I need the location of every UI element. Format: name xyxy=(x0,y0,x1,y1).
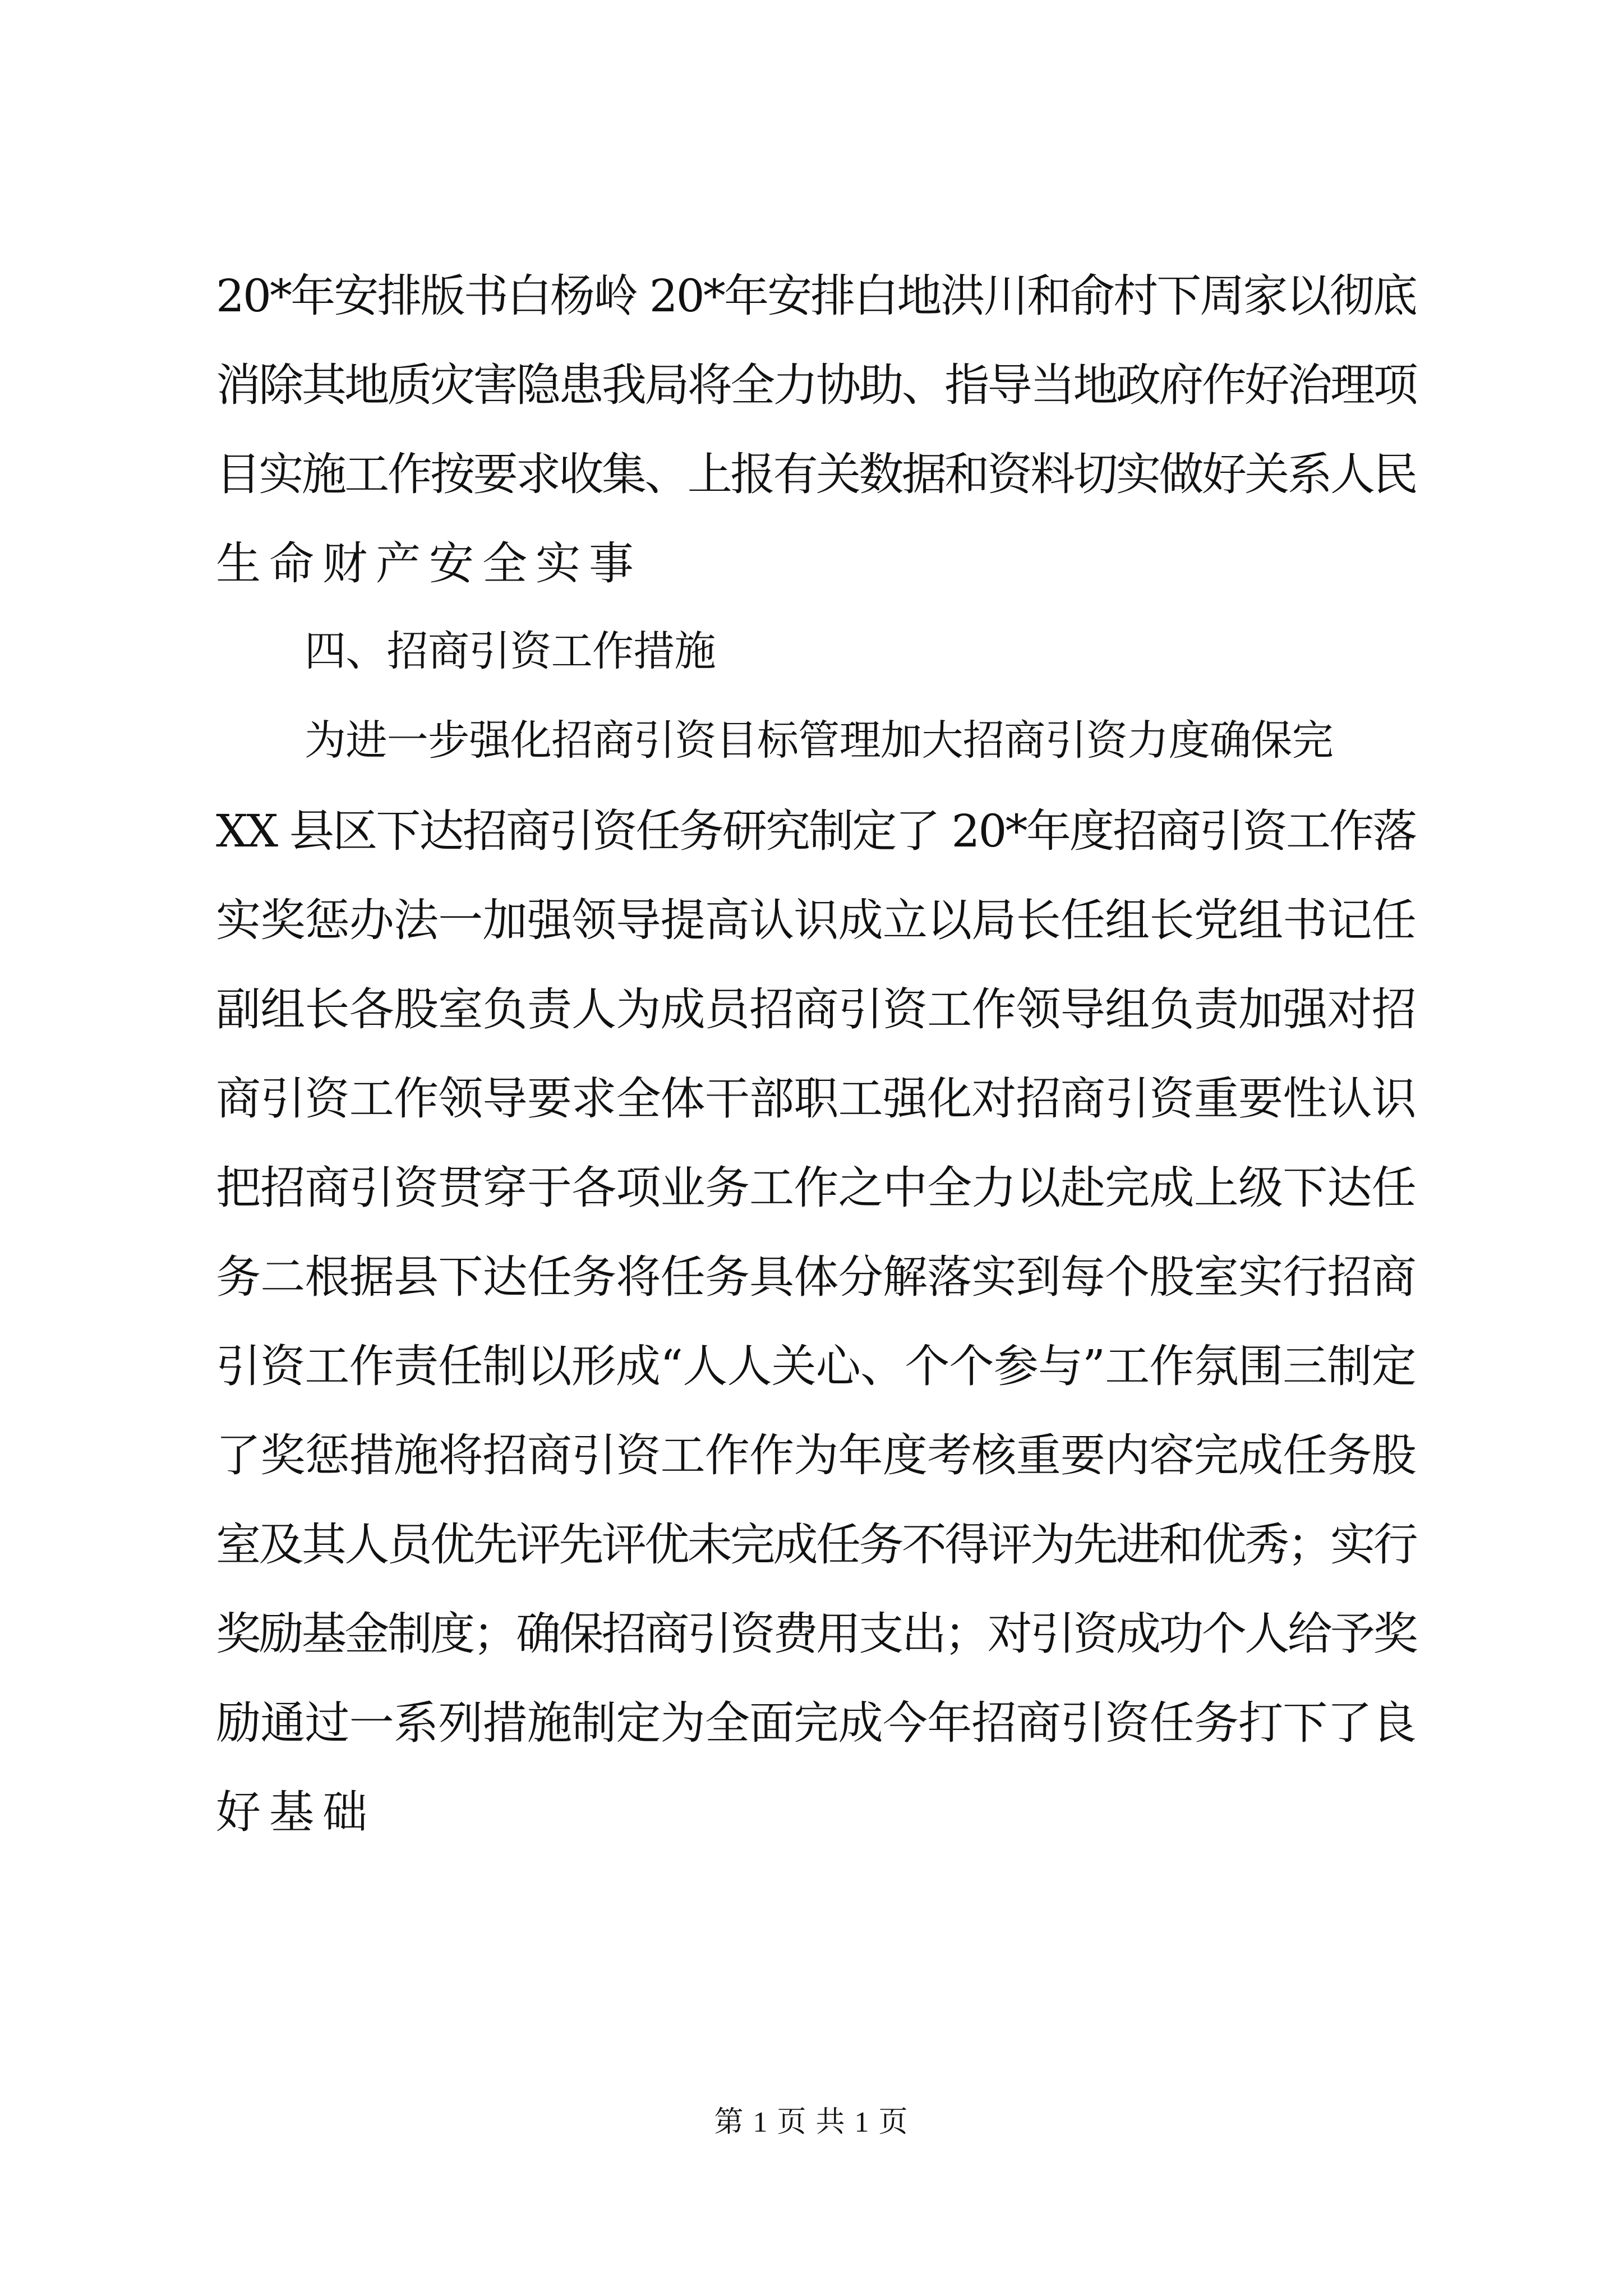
text-line-17: 励通过一系列措施制定为全面完成今年招商引资任务打下了良 xyxy=(216,1697,1416,1749)
text-line-13: 引资工作责任制以形成“人人关心、个个参与”工作氛围三制定 xyxy=(216,1340,1416,1392)
text-line-6: 为进一步强化招商引资目标管理加大招商引资力度确保完 xyxy=(305,716,1333,765)
text-line-1: 20*年安排版书白杨岭 20*年安排白地洪川和俞村下周家以彻底 xyxy=(216,270,1417,322)
section-heading: 四、招商引资工作措施 xyxy=(305,627,716,675)
text-line-3: 目实施工作按要求收集、上报有关数据和资料切实做好关系人民 xyxy=(216,448,1416,500)
text-line-4: 生命财产安全实事 xyxy=(216,537,642,590)
text-line-16: 奖励基金制度；确保招商引资费用支出；对引资成功个人给予奖 xyxy=(216,1608,1416,1660)
text-line-15: 室及其人员优先评先评优未完成任务不得评为先进和优秀；实行 xyxy=(216,1519,1416,1571)
page-number-footer: 第 1 页 共 1 页 xyxy=(714,2106,909,2138)
text-line-12: 务二根据县下达任务将任务具体分解落实到每个股室实行招商 xyxy=(216,1251,1416,1303)
text-line-8: 实奖惩办法一加强领导提高认识成立以局长任组长党组书记任 xyxy=(216,894,1416,946)
text-line-2: 消除其地质灾害隐患我局将全力协助、指导当地政府作好治理项 xyxy=(216,359,1416,411)
text-line-14: 了奖惩措施将招商引资工作作为年度考核重要内容完成任务股 xyxy=(216,1429,1416,1481)
text-line-7: XX 县区下达招商引资任务研究制定了 20*年度招商引资工作落 xyxy=(216,805,1416,857)
text-line-11: 把招商引资贯穿于各项业务工作之中全力以赴完成上级下达任 xyxy=(216,1162,1416,1214)
text-line-18: 好基础 xyxy=(216,1786,376,1838)
text-line-9: 副组长各股室负责人为成员招商引资工作领导组负责加强对招 xyxy=(216,983,1416,1036)
text-line-10: 商引资工作领导要求全体干部职工强化对招商引资重要性认识 xyxy=(216,1073,1416,1125)
